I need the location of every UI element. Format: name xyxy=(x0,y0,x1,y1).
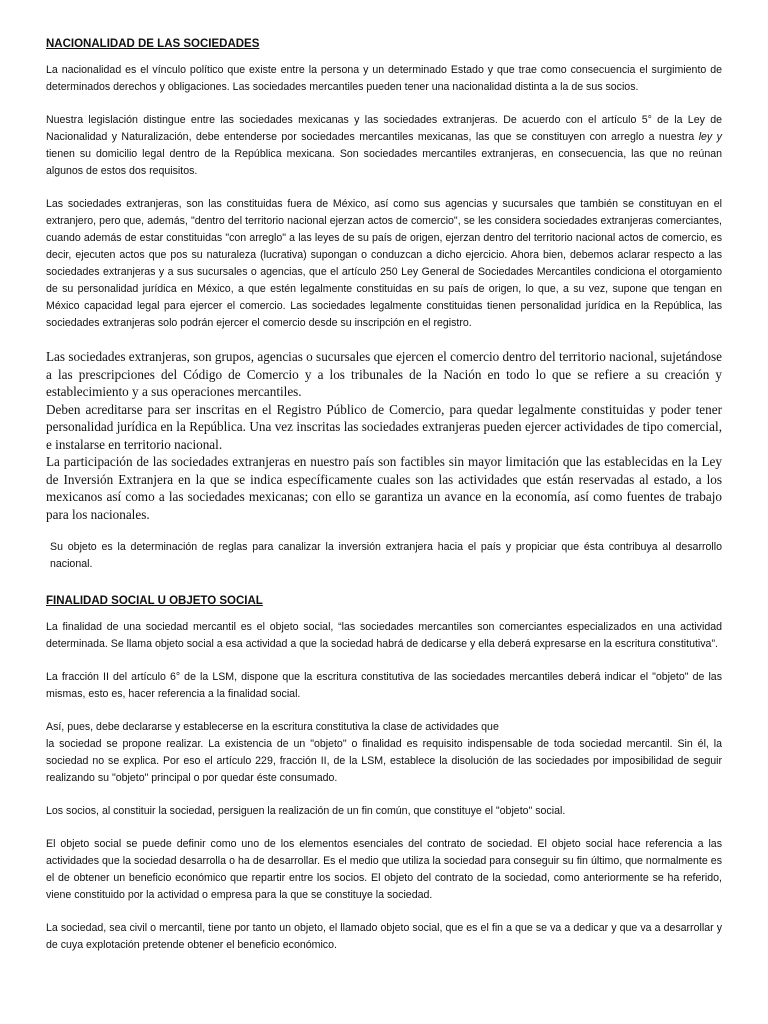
paragraph-legislacion-emphasis: ley y xyxy=(698,131,722,143)
paragraph-legislacion xyxy=(46,112,722,180)
paragraph-inscripcion: Deben acreditarse para ser inscritas en el Registro Público de Comercio, para quedar legalmente constituidas y poder tener personalidad jurídica en la República. Una vez inscritas las sociedades extranjeras pueden ejercer actividades de tipo comercial, e instalarse en territorio nacional. xyxy=(46,401,722,452)
paragraph-objeto-inversion: Su objeto es la determinación de reglas para canalizar la inversión extranjera hacia el país y propiciar que ésta contribuya al desarrollo nacional. xyxy=(50,541,722,570)
paragraph-participacion: La participación de las sociedades extranjeras en nuestro país son factibles sin mayor limitación que las establecidas en la Ley de Inversión Extranjera en la que se indica específicamente cuales son las actividades que están reservadas al estado, a los mexicanos así como a las sociedades mexicanas; con ello se garantiza un avance en la economía, así como fuentes de trabajo para los nacionales. xyxy=(46,454,722,522)
paragraph-objeto-definicion: El objeto social se puede definir como uno de los elementos esenciales del contrato de sociedad. El objeto social hace referencia a las actividades que la sociedad desarrolla o ha de desarrollar. Es el medio que utiliza la sociedad para conseguir su fin último, que normalmente es el de obtener un beneficio económico que repartir entre los socios. El objeto del contrato de la sociedad, como anteriormente se ha referido, viene constituido por la actividad o empresa para la que se constituye la sociedad. xyxy=(46,838,722,901)
paragraph-sociedad-civil-mercantil: La sociedad, sea civil o mercantil, tiene por tanto un objeto, el llamado objeto social, que es el fin a que se va a dedicar y que va a desarrollar y de cuya explotación pretende obtener el beneficio económico. xyxy=(46,922,722,951)
paragraph-declararse-rest: la sociedad se propone realizar. La existencia de un "objeto" o finalidad es requisito indispensable de toda sociedad mercantil. Sin él, la sociedad no se explica. Por eso el artículo 229, fracción II, de la LSM, establece la disolución de las sociedades por imposibilidad de seguir realizando su "objeto" principal o por quedar éste consumado. xyxy=(46,738,722,784)
paragraph-nacionalidad-definicion: La nacionalidad es el vínculo político que existe entre la persona y un determinado Estado y que trae como consecuencia el surgimiento de determinados derechos y obligaciones. Las sociedades mercantiles pueden tener una nacionalidad distinta a la de sus socios. xyxy=(46,64,722,93)
heading-nacionalidad: NACIONALIDAD DE LAS SOCIEDADES xyxy=(46,38,260,50)
paragraph-declararse-line1: Así, pues, debe declararse y establecerse en la escritura constitutiva la clase de actividades que xyxy=(46,721,499,733)
paragraph-legislacion-part2: tienen su domicilio legal dentro de la República mexicana. Son sociedades mercantiles extranjeras, en consecuencia, las que no reúnan algunos de estos dos requisitos. xyxy=(46,148,722,177)
paragraph-sociedades-extranjeras: Las sociedades extranjeras, son las constituidas fuera de México, así como sus agencias y sucursales que también se constituyan en el extranjero, pero que, además, "dentro del territorio nacional ejerzan actos de comercio", se les considera sociedades extranjeras comerciantes, cuando además de estar constituidas "con arreglo" a las leyes de su país de origen, ejerzan dentro del territorio nacional actos de comercio, es decir, ejecuten actos que pos su naturaleza (lucrativa) supongan o conduzcan a dicho ejercicio. Ahora bien, debemos aclarar respecto a las sociedades extranjeras y a sus sucursales o agencias, que el artículo 250 Ley General de Sociedades Mercantiles condiciona el otorgamiento de su personalidad jurídica en México, a que estén legalmente constituidas en su país de origen, lo que, a su vez, supone que tengan en México capacidad legal para ejercer el comercio. Las sociedades legalmente constituidas tienen personalidad jurídica en la República, las sociedades extranjeras solo podrán ejercer el comercio desde su inscripción en el registro. xyxy=(46,198,722,329)
paragraph-finalidad: La finalidad de una sociedad mercantil es el objeto social, “las sociedades mercantiles son comerciantes especializados en una actividad determinada. Se llama objeto social a esa actividad a que la sociedad habrá de dedicarse y ella deberá expresarse en la escritura constitutiva”. xyxy=(46,621,722,650)
paragraph-socios: Los socios, al constituir la sociedad, persiguen la realización de un fin común, que constituye el "objeto" social. xyxy=(46,805,566,817)
heading-finalidad-social: FINALIDAD SOCIAL U OBJETO SOCIAL xyxy=(46,595,263,607)
paragraph-fraccion-ii: La fracción II del artículo 6° de la LSM, dispone que la escritura constitutiva de las sociedades mercantiles deberá indicar el "objeto" de las mismas, esto es, hacer referencia a la finalidad social. xyxy=(46,671,722,700)
paragraph-legislacion-part1: Nuestra legislación distingue entre las sociedades mexicanas y las sociedades extranjeras. De acuerdo con el artículo 5° de la Ley de Nacionalidad y Naturalización, debe entenderse por sociedades mercantiles mexicanas, las que se constituyen con arreglo a nuestra xyxy=(46,114,722,143)
paragraph-grupos-agencias: Las sociedades extranjeras, son grupos, agencias o sucursales que ejercen el comercio dentro del territorio nacional, sujetándose a las prescripciones del Código de Comercio y a los tribunales de la Nación en todo lo que se refiere a su creación y establecimiento y a sus operaciones mercantiles. xyxy=(46,349,722,399)
